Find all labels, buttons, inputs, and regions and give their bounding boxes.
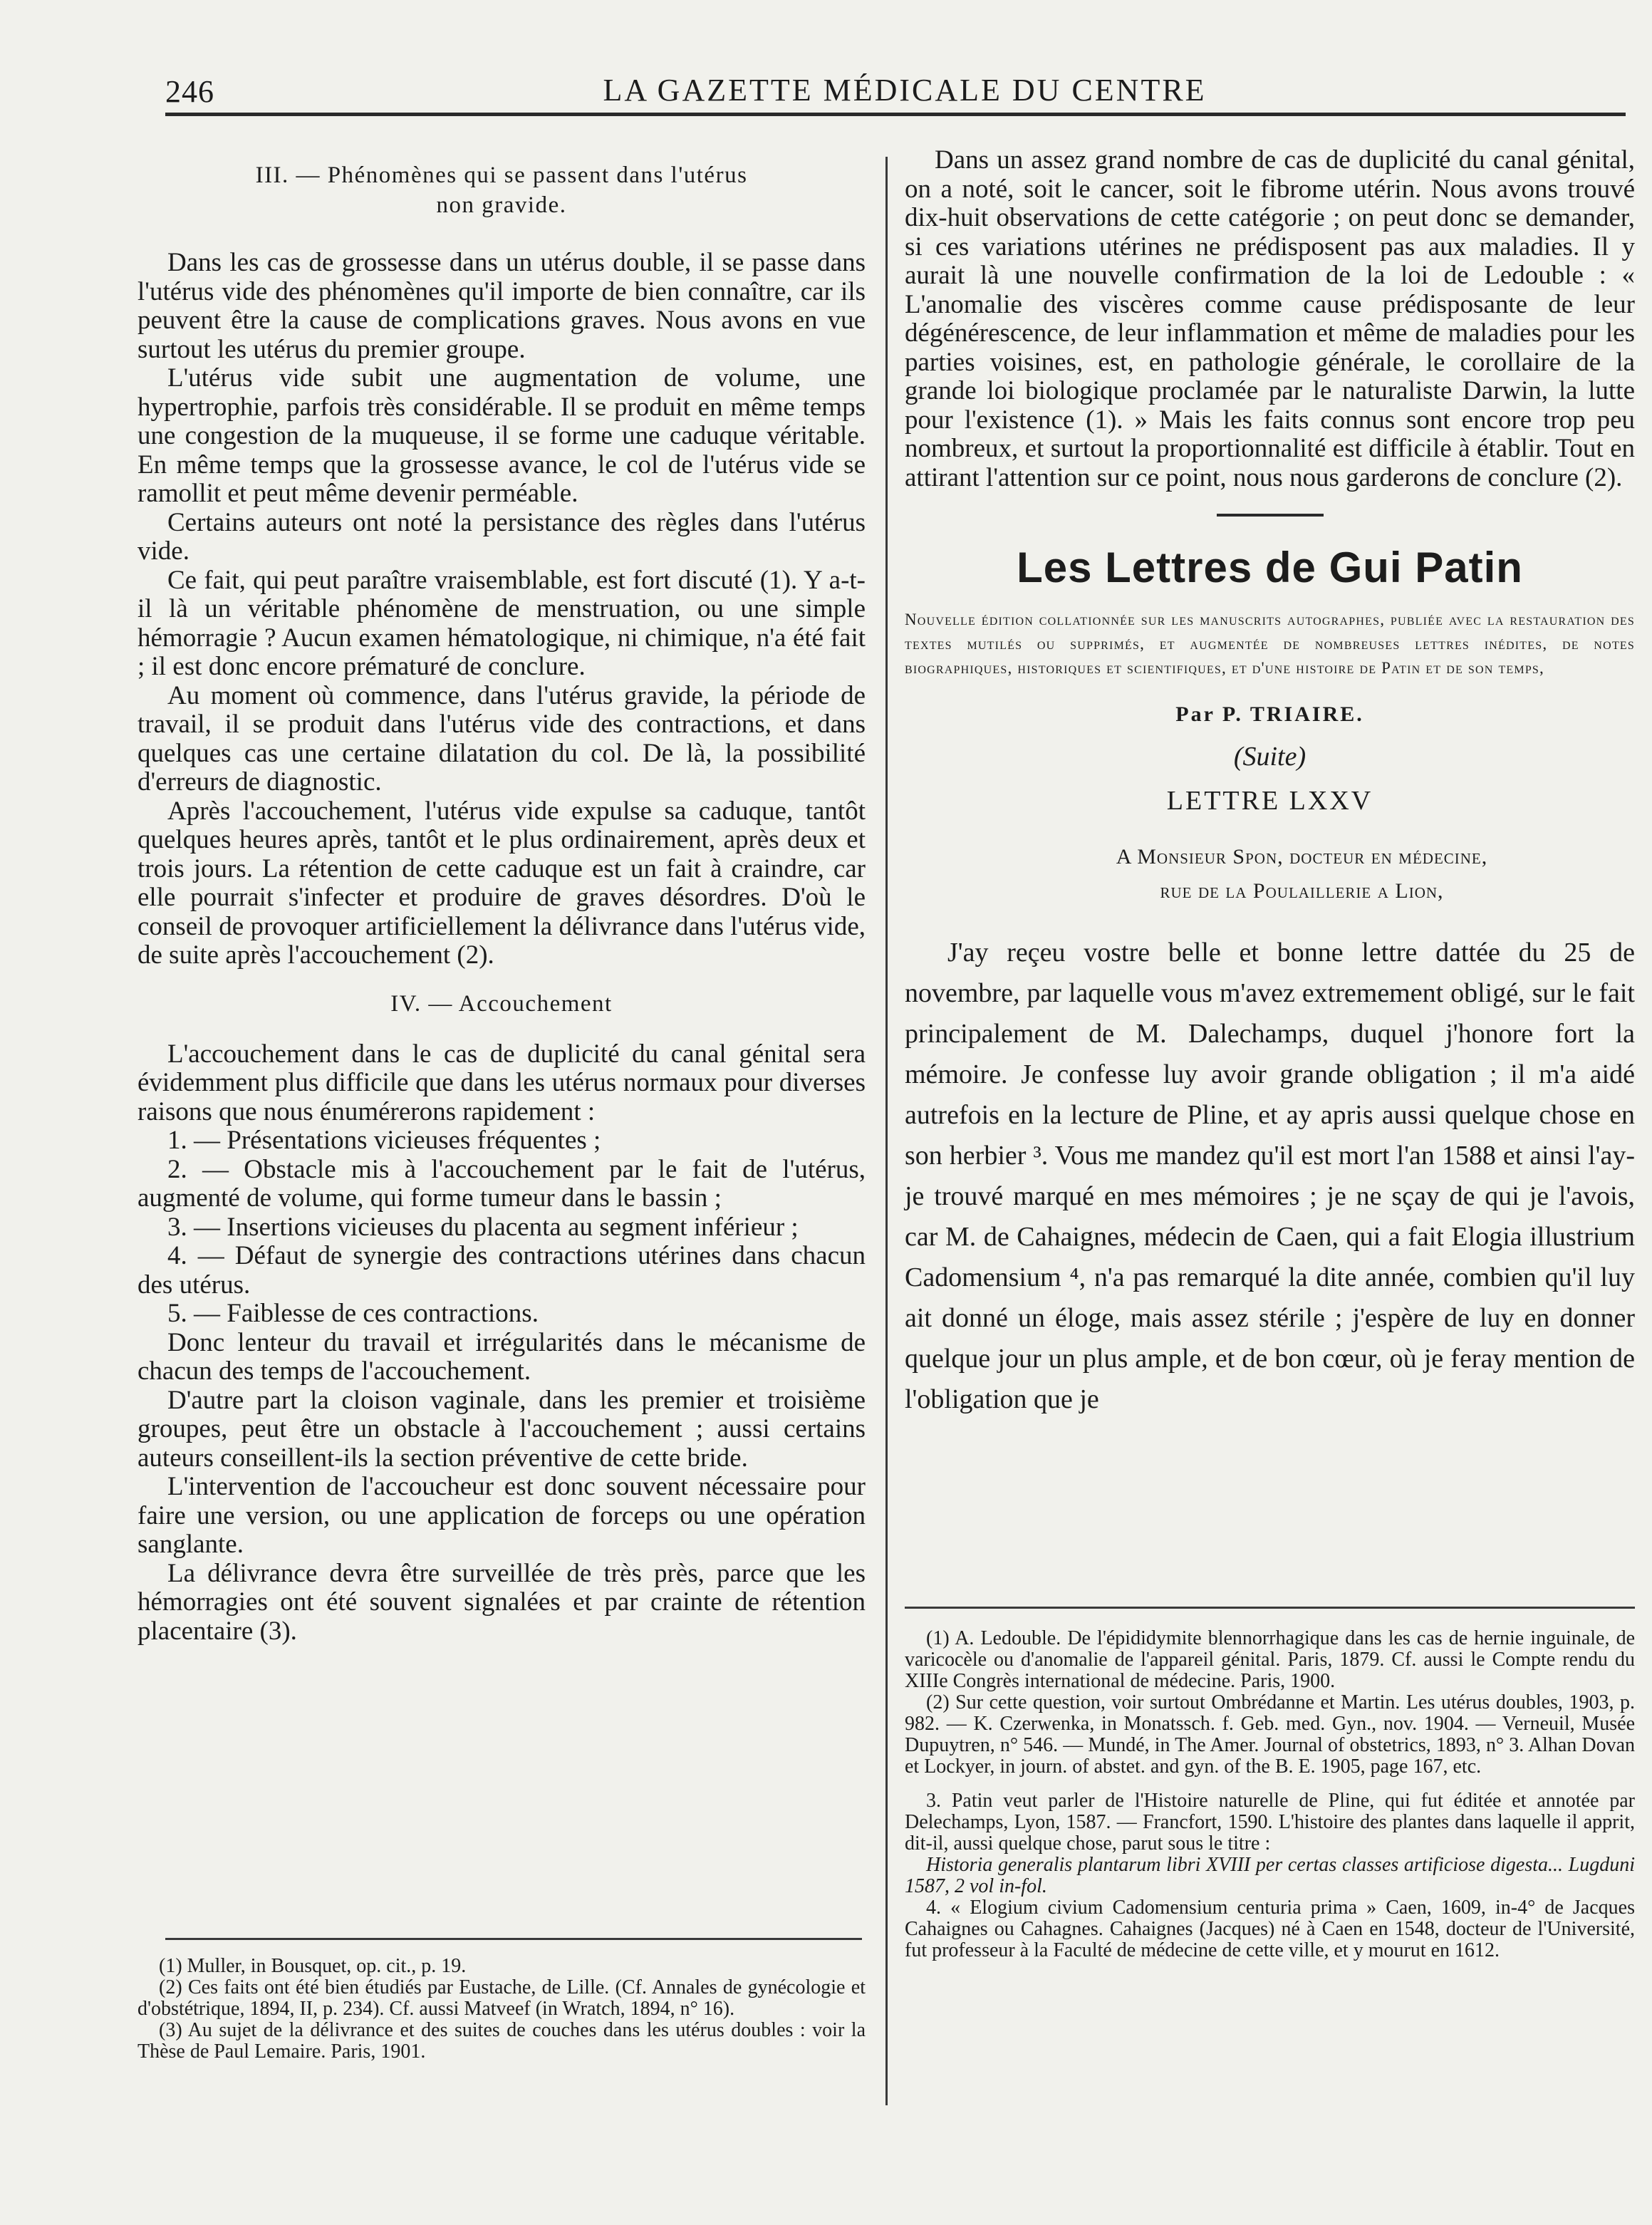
footnote: 4. « Elogium civium Cadomensium centuria prima » Caen, 1609, in-4° de Jacques Cahaignes ou Cahagnes. Cahaignes (Jacques) né à Caen en 1548, docteur de l'Université, fut professeur à la Faculté de médecine de cette ville, et y mourut en 1612. <box>905 1897 1635 1961</box>
paragraph: D'autre part la cloison vaginale, dans les premier et troisième groupes, peut être un obstacle à l'accouchement ; aussi certains auteurs conseillent-ils la section préventive de cette bride. <box>137 1385 866 1473</box>
letter-body <box>905 933 1635 1420</box>
section-3-title-line1: III. — Phénomènes qui se passent dans l'utérus <box>255 162 748 188</box>
footnote: (2) Sur cette question, voir surtout Ombrédanne et Martin. Les utérus doubles, 1903, p. 982. — K. Czerwenka, in Monatssch. f. Geb. med. Gyn., nov. 1904. — Verneuil, Musée Dupuytren, n° 546. — Mundé, in The Amer. Journal of obstetrics, 1893, n° 3. Alhan Dovan et Lockyer, in journ. of abstet. and gyn. of the B. E. 1905, page 167, etc. <box>905 1691 1635 1778</box>
paragraph: Après l'accouchement, l'utérus vide expulse sa caduque, tantôt quelques heures après, tantôt et le plus ordinairement, après deux et trois jours. La rétention de cette caduque est un fait à craindre, car elle pourrait s'infecter et produire de graves désordres. D'où le conseil de provoquer artificiellement la délivrance dans l'utérus vide, de suite après l'accouchement (2). <box>137 796 866 970</box>
paragraph: La délivrance devra être surveillée de très près, parce que les hémorragies ont été souvent signalées et par crainte de rétention placentaire (3). <box>137 1558 866 1646</box>
right-footnotes <box>905 1628 1635 1961</box>
header-rule <box>165 113 1626 116</box>
article-title: Les Lettres de Gui Patin <box>1017 544 1523 591</box>
paragraph: Certains auteurs ont noté la persistance des règles dans l'utérus vide. <box>137 507 866 566</box>
list-item: 3. — Insertions vicieuses du placenta au segment inférieur ; <box>167 1212 799 1242</box>
paragraph: Donc lenteur du travail et irrégularités dans le mécanisme de chacun des temps de l'accouchement. <box>137 1327 866 1386</box>
left-column <box>137 160 866 1646</box>
paragraph: Dans les cas de grossesse dans un utérus double, il se passe dans l'utérus vide des phénomènes qu'il importe de bien connaître, car ils peuvent être la cause de complications graves. Nous avons en vue surtout les utérus du premier groupe. <box>137 248 866 364</box>
page-header <box>0 68 1652 118</box>
footnote: (2) Ces faits ont été bien étudiés par Eustache, de Lille. (Cf. Annales de gynécologie et d'obstétrique, 1894, II, p. 234). Cf. aussi Matveef (in Wratch, 1894, n° 16). <box>137 1976 866 2020</box>
addressee-line: A Monsieur Spon, docteur en médecine, <box>1116 844 1488 868</box>
footnote: (1) Muller, in Bousquet, op. cit., p. 19. <box>159 1955 467 1977</box>
list-item: 4. — Défaut de synergie des contractions utérines dans chacun des utérus. <box>137 1241 866 1300</box>
footnote-gap <box>905 1778 1635 1790</box>
page-number: 246 <box>165 74 214 109</box>
addressee <box>905 840 1635 908</box>
letter-number: LETTRE LXXV <box>1166 786 1373 816</box>
paragraph: Ce fait, qui peut paraître vraisemblable, est fort discuté (1). Y a-t-il là un véritable phénomène de menstruation, ou une simple hémorragie ? Aucun examen hématologique, ni chimique, n'a été fait ; il est donc encore prématuré de conclure. <box>137 565 866 681</box>
list-item: 2. — Obstacle mis à l'accouchement par le fait de l'utérus, augmenté de volume, qui forme tumeur dans le bassin ; <box>137 1154 866 1213</box>
right-column <box>905 146 1635 1420</box>
footnote-rule <box>905 1607 1635 1609</box>
footnote: (1) A. Ledouble. De l'épididymite blennorrhagique dans les cas de hernie inguinale, de varicocèle ou d'anomalie de l'appareil génital. Paris, 1879. Cf. aussi le Compte rendu du XIIIe Congrès international de médecine. Paris, 1900. <box>905 1627 1635 1692</box>
left-footnotes <box>137 1956 866 2063</box>
journal-title: LA GAZETTE MÉDICALE DU CENTRE <box>603 73 1207 108</box>
section-separator <box>1217 514 1324 517</box>
paragraph: L'accouchement dans le cas de duplicité du canal génital sera évidemment plus difficile que dans les utérus normaux pour diverses raisons que nous énumérerons rapidement : <box>137 1039 866 1126</box>
footnote: 3. Patin veut parler de l'Histoire naturelle de Pline, qui fut éditée et annotée par Delechamps, Lyon, 1587. — Francfort, 1590. L'histoire des plantes dans laquelle il apprit, dit-il, aussi quelque chose, parut sous le titre : <box>905 1790 1635 1855</box>
list-item: 1. — Présentations vicieuses fréquentes ; <box>167 1126 601 1155</box>
byline: Par P. TRIAIRE. <box>1175 702 1364 726</box>
article-subtitle: Nouvelle édition collationnée sur les manuscrits autographes, publiée avec la restauration des textes mutilés ou supprimés, et augmentée de nombreuses lettres inédites, de notes biographiques, historiques et scientifiques, et d'une histoire de Patin et de son temps, <box>905 611 1635 677</box>
paragraph: L'intervention de l'accoucheur est donc souvent nécessaire pour faire une version, ou une application de forceps ou une opération sanglante. <box>137 1472 866 1559</box>
footnote: Historia generalis plantarum libri XVIII per certas classes artificiose digesta... Lugduni 1587, 2 vol in-fol. <box>905 1854 1635 1897</box>
section-3-title-line2: non gravide. <box>436 192 567 218</box>
footnote: (3) Au sujet de la délivrance et des suites de couches dans les utérus doubles : voir la Thèse de Paul Lemaire. Paris, 1901. <box>137 2019 866 2063</box>
column-divider <box>885 157 888 2105</box>
paragraph: L'utérus vide subit une augmentation de volume, une hypertrophie, parfois très considérable. Il se produit en même temps une congestion de la muqueuse, il se forme une caduque véritable. En même temps que la grossesse avance, le col de l'utérus vide se ramollit et peut même devenir perméable. <box>137 363 866 508</box>
list-item: 5. — Faiblesse de ces contractions. <box>167 1299 539 1328</box>
continuation-note: (Suite) <box>1233 741 1306 772</box>
paragraph: Dans un assez grand nombre de cas de duplicité du canal génital, on a noté, soit le cancer, soit le fibrome utérin. Nous avons trouvé dix-huit observations de cette catégorie ; on peut donc se demander, si ces variations utérines ne prédisposent pas aux maladies. Il y aurait là une nouvelle confirmation de la loi de Ledouble : « L'anomalie des viscères comme cause prédisposante de leur dégénérescence, de leur inflammation et même de maladies pour les parties voisines, est, en pathologie générale, le corollaire de la grande loi biologique proclamée par le naturaliste Darwin, la lutte pour l'existence (1). » Mais les faits connus sont encore trop peu nombreux, et surtout la proportionnalité est difficile à établir. Tout en attirant l'attention sur ce point, nous nous garderons de conclure (2). <box>905 145 1635 492</box>
paragraph: Au moment où commence, dans l'utérus gravide, la période de travail, il se produit dans l'utérus vide des contractions, et dans quelques cas une certaine dilatation du col. De là, la possibilité d'erreurs de diagnostic. <box>137 680 866 797</box>
section-4-title: IV. — Accouchement <box>390 990 613 1017</box>
footnote-rule <box>165 1938 862 1940</box>
letter-text: J'ay reçeu vostre belle et bonne lettre dattée du 25 de novembre, par laquelle vous m'avez extremement obligé, sur le fait principalement de M. Dalechamps, duquel j'honore fort la mémoire. Je confesse luy avoir grande obligation ; il m'a aidé autrefois en la lecture de Pline, et ay apris aussi quelque chose en son herbier ³. Vous me mandez qu'il est mort l'an 1588 et ainsi l'ay-je trouvé marqué en mes mémoires ; je ne sçay de qui je l'avois, car M. de Cahaignes, médecin de Caen, qui a fait Elogia illustrium Cadomensium ⁴, n'a pas remarqué la dite année, combien qu'il luy ait donné un éloge, mais assez stérile ; j'espère de luy en donner quelque jour un plus ample, et de bon cœur, où je feray mention de l'obligation que je <box>905 937 1635 1414</box>
addressee-line: rue de la Poulaillerie a Lion, <box>1160 878 1444 903</box>
